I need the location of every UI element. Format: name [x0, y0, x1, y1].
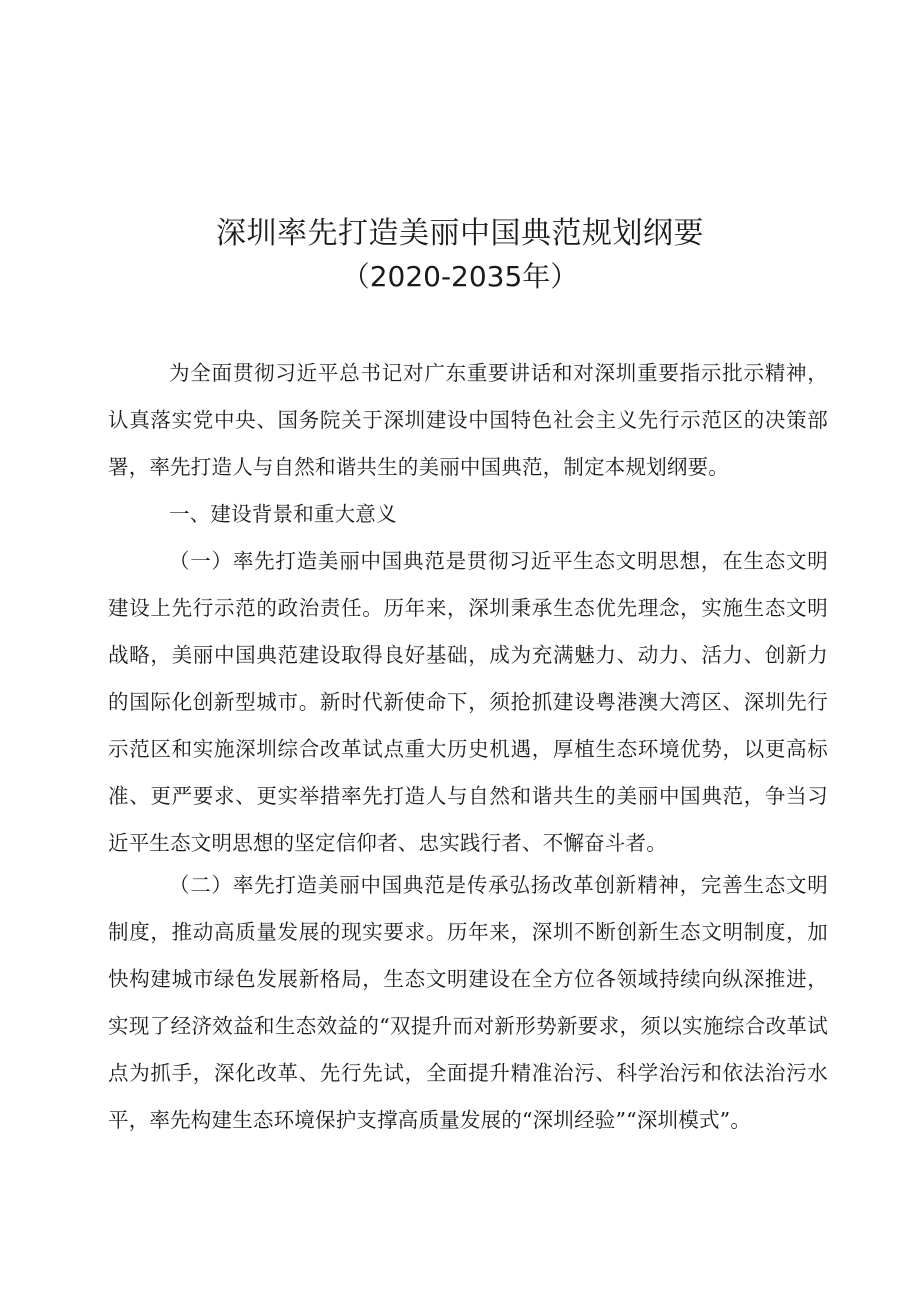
document-title: 深圳率先打造美丽中国典范规划纲要	[216, 216, 704, 251]
intro-text: 为全面贯彻习近平总书记对广东重要讲话和对深圳重要指示批示精神，认真落实党中央、国务院关于深圳建设中国特色社会主义先行示范区的决策部署，率先打造人与自然和谐共生的美丽中国典范，制定本规划纲要。	[108, 361, 828, 479]
paragraph-2	[108, 862, 828, 1144]
intro-paragraph	[108, 350, 828, 491]
paragraph-1-text: （一）率先打造美丽中国典范是贯彻习近平生态文明思想，在生态文明建设上先行示范的政治责任。历年来，深圳秉承生态优先理念，实施生态文明战略，美丽中国典范建设取得良好基础，成为充满魅力、动力、活力、创新力的国际化创新型城市。新时代新使命下，须抢抓建设粤港澳大湾区、深圳先行示范区和实施深圳综合改革试点重大历史机遇，厚植生态环境优势，以更高标准、更严要求、更实举措率先打造人与自然和谐共生的美丽中国典范，争当习近平生态文明思想的坚定信仰者、忠实践行者、不懈奋斗者。	[108, 549, 828, 855]
paragraph-2-text: （二）率先打造美丽中国典范是传承弘扬改革创新精神，完善生态文明制度，推动高质量发展的现实要求。历年来，深圳不断创新生态文明制度，加快构建城市绿色发展新格局，生态文明建设在全方位各领域持续向纵深推进，实现了经济效益和生态效益的“双提升而对新形势新要求，须以实施综合改革试点为抓手，深化改革、先行先试，全面提升精准治污、科学治污和依法治污水平，率先构建生态环境保护支撑高质量发展的“深圳经验”“深圳模式”。	[108, 873, 828, 1132]
paragraph-1	[108, 538, 828, 867]
section-heading	[108, 491, 828, 538]
document-subtitle: （2020-2035年）	[341, 260, 579, 293]
section-1-heading: 一、建设背景和重大意义	[169, 502, 397, 526]
